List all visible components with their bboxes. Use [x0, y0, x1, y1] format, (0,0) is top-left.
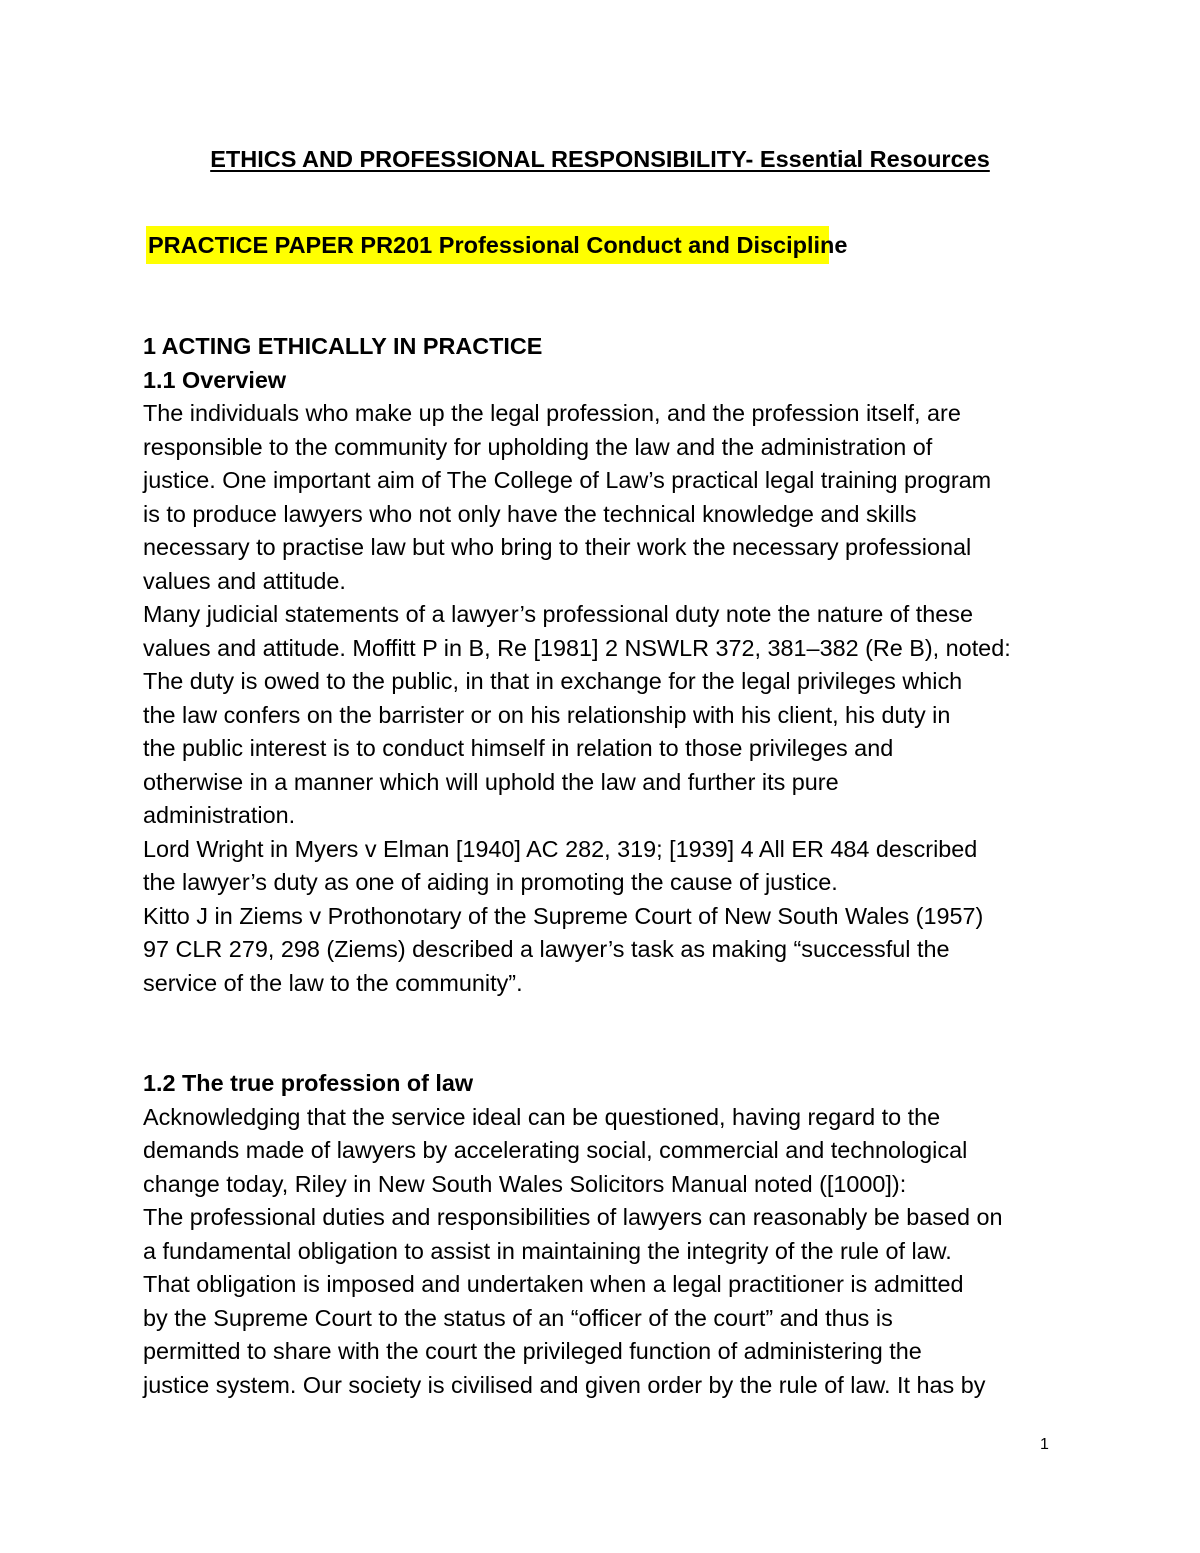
paragraph-line: values and attitude. Moffitt P in B, Re [1981] 2 NSWLR 372, 381–382 (Re B), noted: [143, 634, 1011, 661]
paragraph-line: responsible to the community for upholding the law and the administration of [143, 433, 933, 460]
section-1 [143, 330, 1083, 1000]
page-number: 1 [1040, 1436, 1049, 1453]
paragraph-line: change today, Riley in New South Wales Solicitors Manual noted ([1000]): [143, 1170, 907, 1197]
paragraph-line: Many judicial statements of a lawyer’s professional duty note the nature of these [143, 601, 973, 627]
paragraph-line: necessary to practise law but who bring to their work the necessary professional [143, 534, 972, 560]
quote-line: by the Supreme Court to the status of an “officer of the court” and thus is [143, 1304, 893, 1331]
quote-line: That obligation is imposed and undertaken when a legal practitioner is admitted [143, 1271, 964, 1297]
paragraph-line: is to produce lawyers who not only have the technical knowledge and skills [143, 500, 917, 527]
paragraph-line: the lawyer’s duty as one of aiding in promoting the cause of justice. [143, 869, 838, 895]
quote-line: administration. [143, 802, 296, 828]
quote-line: The professional duties and responsibilities of lawyers can reasonably be based on [143, 1204, 1003, 1230]
quote-line: the public interest is to conduct himself in relation to those privileges and [143, 735, 894, 761]
paragraph-line: Kitto J in Ziems v Prothonotary of the Supreme Court of New South Wales (1957) [143, 902, 984, 929]
section-1-heading: 1 ACTING ETHICALLY IN PRACTICE [143, 333, 543, 359]
practice-paper-heading [146, 226, 848, 264]
quote-line: permitted to share with the court the privileged function of administering the [143, 1338, 922, 1364]
paragraph-line: Acknowledging that the service ideal can be questioned, having regard to the [143, 1103, 941, 1130]
paragraph-line: service of the law to the community”. [143, 969, 523, 996]
practice-paper-label: PRACTICE PAPER PR201 Professional Conduct and Discipline [148, 232, 848, 258]
section-1-1-subheading: 1.1 Overview [143, 366, 287, 393]
paragraph-line: The individuals who make up the legal profession, and the profession itself, are [143, 400, 961, 426]
paragraph-line: Lord Wright in Myers v Elman [1940] AC 282, 319; [1939] 4 All ER 484 described [143, 835, 978, 862]
paragraph-line: 97 CLR 279, 298 (Ziems) described a lawyer’s task as making “successful the [143, 936, 950, 962]
paragraph-line: justice. One important aim of The College of Law’s practical legal training program [143, 467, 992, 493]
section-1-2 [143, 1067, 1083, 1402]
quote-line: a fundamental obligation to assist in maintaining the integrity of the rule of law. [143, 1237, 952, 1264]
section-1-2-subheading: 1.2 The true profession of law [143, 1070, 474, 1096]
quote-line: justice system. Our society is civilised and given order by the rule of law. It has by [143, 1371, 986, 1398]
paragraph-line: values and attitude. [143, 567, 346, 594]
quote-line: the law confers on the barrister or on his relationship with his client, his duty in [143, 701, 951, 728]
quote-line: The duty is owed to the public, in that in exchange for the legal privileges which [143, 668, 963, 694]
paragraph-line: demands made of lawyers by accelerating social, commercial and technological [143, 1137, 968, 1163]
document-title: ETHICS AND PROFESSIONAL RESPONSIBILITY- Essential Resources [210, 146, 990, 172]
quote-line: otherwise in a manner which will uphold the law and further its pure [143, 768, 839, 795]
